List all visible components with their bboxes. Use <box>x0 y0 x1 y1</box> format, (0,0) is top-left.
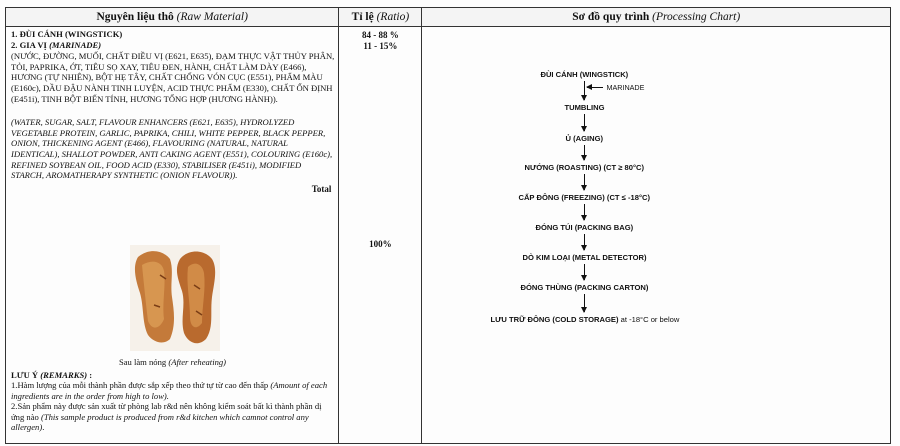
flow-step-9: LƯU TRỮ ĐÔNG (COLD STORAGE) at -18°C or below <box>490 315 680 324</box>
header-raw-material: Nguyên liệu thô (Raw Material) <box>6 8 339 27</box>
down-arrow-icon <box>584 204 585 220</box>
down-arrow-icon <box>584 114 585 131</box>
flow-step-4: NƯỚNG (ROASTING) (CT ≥ 80°C) <box>524 163 645 172</box>
remarks-section <box>11 370 333 432</box>
remarks-title: LƯU Ý (REMARKS) : <box>11 370 93 380</box>
spec-table <box>5 7 891 444</box>
total-label: Total <box>311 183 332 194</box>
header-ratio: Tỉ lệ (Ratio) <box>339 8 422 27</box>
ingredients-vietnamese: (NƯỚC, ĐƯỜNG, MUỐI, CHẤT ĐIỀU VỊ (E621, E635), ĐẠM THỰC VẬT THỦY PHÂN, TỎI, PAPRIKA, ỚT, TIÊU SỌ XAY, TIÊU ĐEN, HÀNH, CHẤT LÀM DÀY (E466), HƯƠNG (TỰ NHIÊN), BỘT HẸ TÂY, CHẤT CHỐNG VÓN CỤC (E551), PHẨM MÀU (E160c), DẦU ĐẬU NÀNH TINH LUYỆN, ACID THỰC PHẨM (E330), CHẤT ỔN ĐỊNH (E451i), TINH BỘT BIẾN TÍNH, HƯƠNG TỔNG HỢP (HƯƠNG HÀNH)). <box>11 51 335 104</box>
flow-step-8: ĐÓNG THÙNG (PACKING CARTON) <box>520 283 649 292</box>
ratio-cell <box>339 27 422 444</box>
photo-caption: Sau làm nóng (After reheating) <box>118 357 227 367</box>
roasted-wingstick-photo <box>130 245 220 351</box>
side-input-label: MARINADE <box>606 83 645 92</box>
flow-step-1: ĐÙI CÁNH (WINGSTICK) <box>540 70 629 79</box>
header-row <box>6 8 891 27</box>
down-arrow-icon <box>584 81 585 100</box>
process-flow <box>422 27 890 446</box>
header-processing-chart: Sơ đồ quy trình (Processing Chart) <box>422 8 891 27</box>
down-arrow-icon <box>584 294 585 312</box>
flow-step-7: DÒ KIM LOẠI (METAL DETECTOR) <box>522 253 647 262</box>
down-arrow-icon <box>584 145 585 160</box>
flow-step-3: Ủ (AGING) <box>565 134 604 143</box>
material-item-2: 2. GIA VỊ (MARINADE) <box>11 39 102 50</box>
ratio-total: 100% <box>369 239 392 249</box>
ingredients-english: (WATER, SUGAR, SALT, FLAVOUR ENHANCERS (E621, E635), HYDROLYZED VEGETABLE PROTEIN, GARLIC, PAPRIKA, CHILI, WHITE PEPPER, BLACK PEPPER, ONION, THICKENING AGENT (E466), FLAVOURING (NATURAL, NATURAL IDENTICAL), SHALLOT POWDER, ANTI CAKING AGENT (E551), COLOURING (E160c), REFINED SOYBEAN OIL, FOOD ACID (E330), STABILISER (E451i), MODIFIED STARCH, AROMATHERAPY SYNTHETIC (ONION FLAVOUR)). <box>11 117 333 181</box>
ratio-item-2: 11 - 15% <box>363 41 398 51</box>
processing-chart-cell <box>422 27 891 444</box>
flow-step-note: at -18°C or below <box>618 315 680 324</box>
material-item-1: 1. ĐÙI CÁNH (WINGSTICK) <box>11 29 123 39</box>
ratio-item-1: 84 - 88 % <box>362 30 399 40</box>
flow-step-6: ĐÓNG TÚI (PACKING BAG) <box>535 223 634 232</box>
raw-material-cell <box>6 27 339 444</box>
content-row <box>6 27 891 444</box>
side-input-arrow-icon <box>587 87 603 88</box>
down-arrow-icon <box>584 174 585 190</box>
remark-1: 1.Hàm lượng của mỗi thành phần được sắp xếp theo thứ tự từ cao đến thấp (Amount of each ingredients are in the order from high to low). <box>11 380 328 401</box>
flow-step-5: CẤP ĐÔNG (FREEZING) (CT ≤ -18°C) <box>518 193 650 202</box>
down-arrow-icon <box>584 264 585 280</box>
down-arrow-icon <box>584 234 585 250</box>
remark-2: 2.Sản phẩm này được sản xuất từ phòng lab r&d nên không kiểm soát bất kì thành phần dị ứng nào (This sample product is produced from r&d kitchen which camnot control any allergen). <box>11 401 322 433</box>
flow-step-2: TUMBLING <box>564 103 605 112</box>
